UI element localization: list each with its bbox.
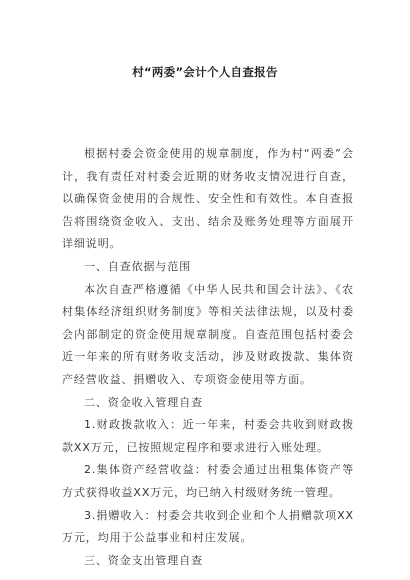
list-item-collective: 2.集体资产经营收益：村委会通过出租集体资产等方式获得收益XX万元，均已纳入村级财务统一管理。 [62,463,354,499]
intro-paragraph: 根据村委会资金使用的规章制度，作为村“两委”会计，我有责任对村委会近期的财务收支情况进行自查，以确保资金使用的合规性、安全性和有效性。本自查报告将围绕资金收入、支出、结余及账务处理等方面展开详细说明。 [62,147,354,251]
section-heading-1: 一、自查依据与范围 [84,259,192,273]
list-item-donation: 3.捐赠收入：村委会共收到企业和个人捐赠款项XX万元，均用于公益事业和村庄发展。 [62,508,354,545]
list-item-fiscal: 1.财政拨款收入：近一年来，村委会共收到财政拨款XX万元，已按照规定程序和要求进行入账处理。 [62,418,354,454]
section-heading-2: 二、资金收入管理自查 [84,395,203,409]
section-heading-3: 三、资金支出管理自查 [84,553,203,567]
document-body [62,143,354,572]
document-title: 村“两委”会计个人自查报告 [132,65,278,79]
section-paragraph-1: 本次自查严格遵循《中华人民共和国会计法》、《农村集体经济组织财务制度》等相关法律法规，以及村委会内部制定的资金使用规章制度。自查范围包括村委会近一年来的所有财务收支活动，涉及财政拨款、集体资产经营收益、捐赠收入、专项资金使用等方面。 [62,282,354,386]
